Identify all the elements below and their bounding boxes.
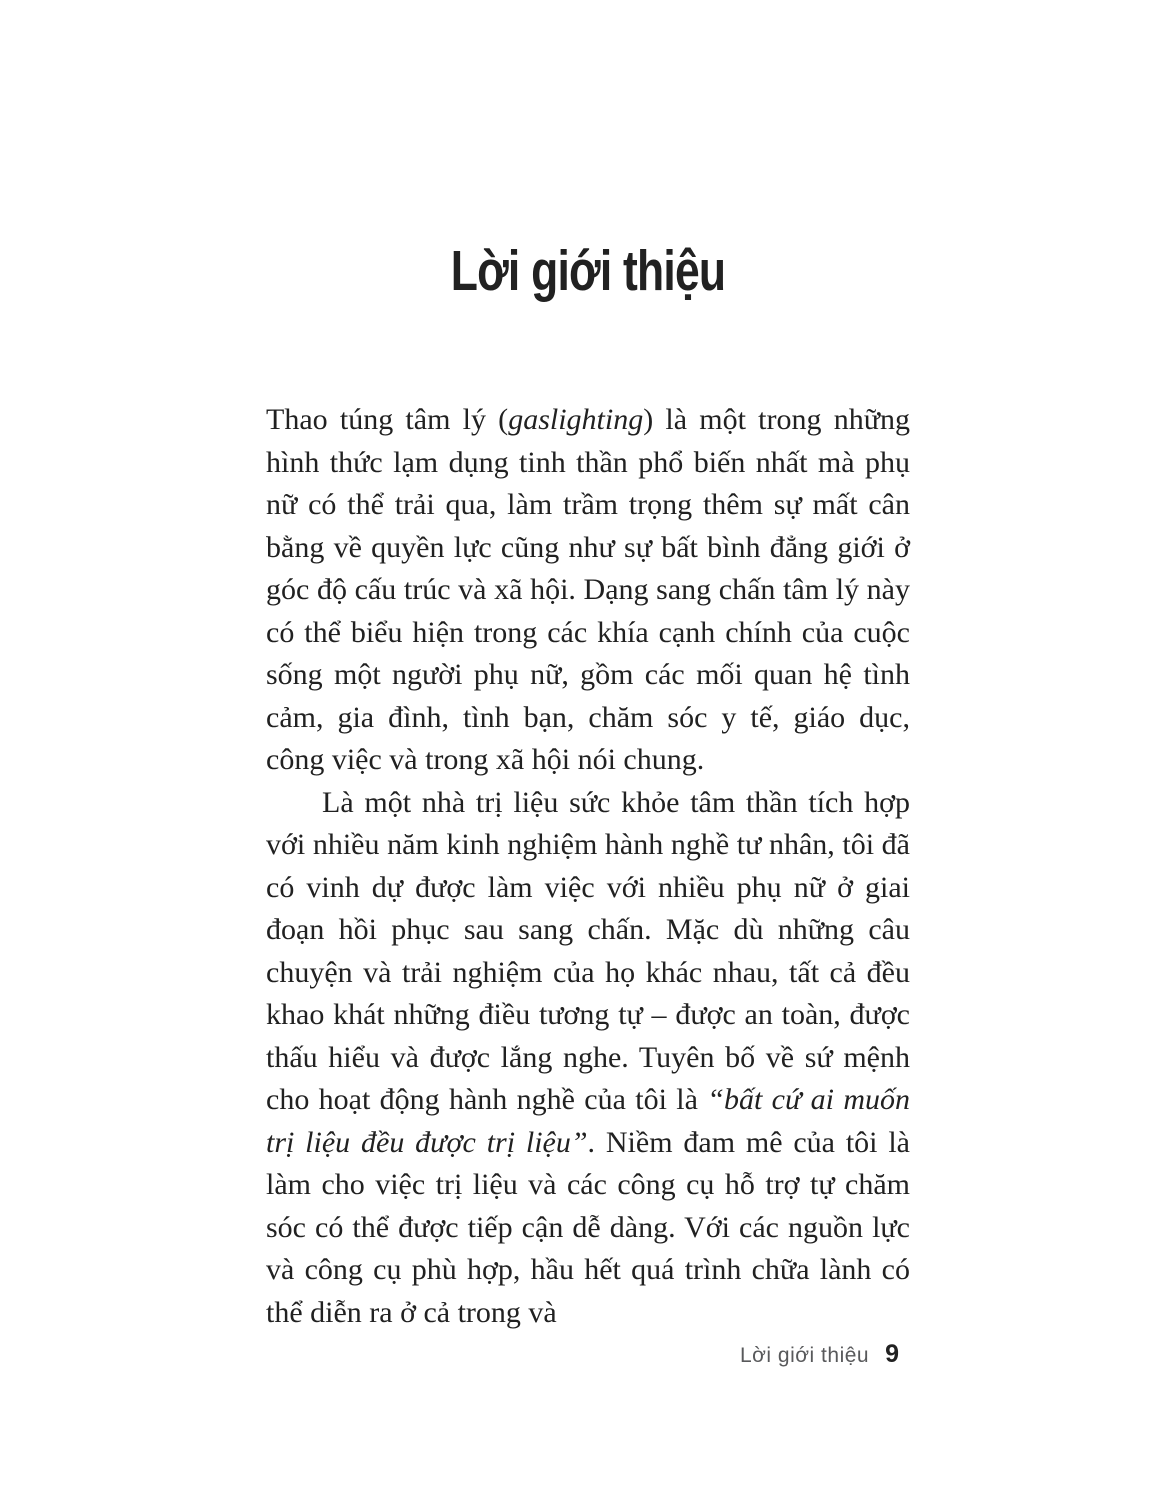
body-text: [266, 399, 910, 1334]
page-footer: [740, 1340, 899, 1369]
chapter-title-text: Lời giới thiệu: [450, 239, 726, 303]
footer-section-label: Lời giới thiệu: [739, 1344, 870, 1367]
text-run: . Niềm đam mê của tôi là làm cho việc trị liệu và các công cụ hỗ trợ tự chăm sóc có thể được tiếp cận dễ dàng. Với các nguồn lực và công cụ phù hợp, hầu hết quá trình chữa lành có thể diễn ra ở cả trong và: [266, 1125, 910, 1329]
paragraph: [266, 782, 910, 1335]
page-number: 9: [885, 1340, 899, 1368]
text-run: Là một nhà trị liệu sức khỏe tâm thần tích hợp với nhiều năm kinh nghiệm hành nghề tư nhân, tôi đã có vinh dự được làm việc với nhiều phụ nữ ở giai đoạn hồi phục sau sang chấn. Mặc dù những câu chuyện và trải nghiệm của họ khác nhau, tất cả đều khao khát những điều tương tự – được an toàn, được thấu hiểu và được lắng nghe. Tuyên bố về sứ mệnh cho hoạt động hành nghề của tôi là: [266, 785, 910, 1116]
paragraph: [266, 399, 910, 782]
italic-text-run: gaslighting: [508, 403, 644, 436]
chapter-title: [266, 240, 910, 303]
text-run: Thao túng tâm lý (: [266, 403, 509, 436]
text-run: ) là một trong những hình thức lạm dụng tinh thần phổ biến nhất mà phụ nữ có thể trải qua, làm trầm trọng thêm sự mất cân bằng về quyền lực cũng như sự bất bình đẳng giới ở góc độ cấu trúc và xã hội. Dạng sang chấn tâm lý này có thể biểu hiện trong các khía cạnh chính của cuộc sống một người phụ nữ, gồm các mối quan hệ tình cảm, gia đình, tình bạn, chăm sóc y tế, giáo dục, công việc và trong xã hội nói chung.: [266, 403, 910, 776]
italic-text-run: “bất cứ ai muốn trị liệu đều được trị liệu”: [266, 1083, 910, 1159]
